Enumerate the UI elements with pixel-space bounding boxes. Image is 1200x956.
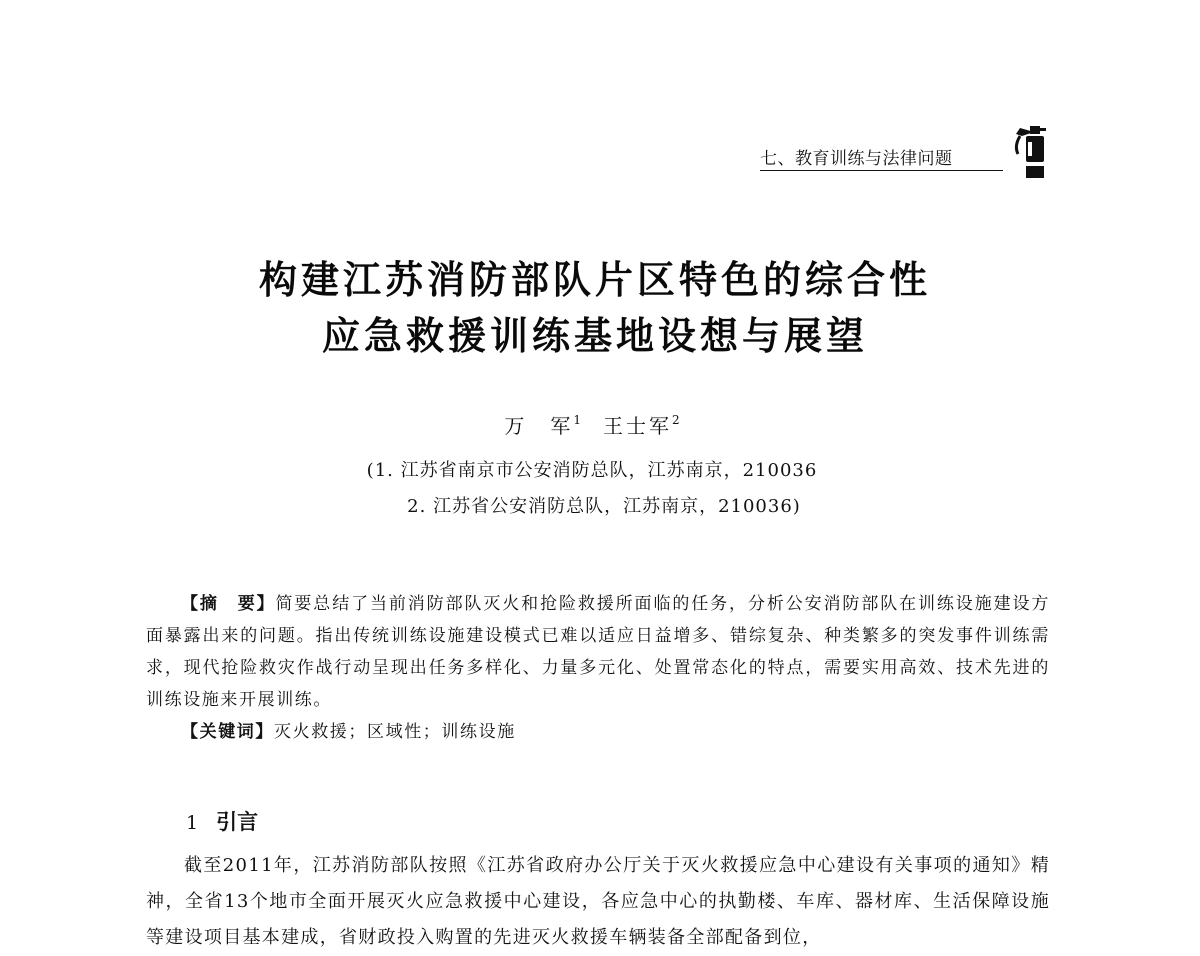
- title-line-1: 构建江苏消防部队片区特色的综合性: [258, 258, 931, 302]
- abstract-paragraph: [146, 588, 1050, 716]
- keywords-text: 灭火救援；区域性；训练设施: [274, 722, 516, 742]
- body-paragraph: 截至2011年，江苏消防部队按照《江苏省政府办公厅关于灭火救援应急中心建设有关事项的通知》精神，全省13个地市全面开展灭火应急救援中心建设，各应急中心的执勤楼、车库、器材库、生活保障设施等建设项目基本建成，省财政投入购置的先进灭火救援车辆装备全部配备到位，: [146, 855, 1050, 948]
- author-1-mark: 1: [573, 413, 581, 427]
- keywords-paragraph: [146, 716, 1050, 748]
- affiliation-1: (1. 江苏省南京市公安消防总队，江苏南京，210036: [366, 460, 818, 481]
- body-text: [146, 848, 1050, 956]
- running-header: 七、教育训练与法律问题: [760, 144, 1003, 171]
- authors: [0, 410, 1192, 439]
- fire-extinguisher-icon: [1012, 124, 1048, 180]
- paper-title: [0, 252, 1200, 364]
- abstract-section: [146, 588, 1050, 748]
- author-1-name: 万 军: [504, 414, 574, 438]
- section-number: 1: [186, 812, 199, 834]
- keywords-label: 【关键词】: [181, 722, 274, 742]
- affiliation-2: 2. 江苏省公安消防总队，江苏南京，210036): [407, 496, 801, 517]
- author-2-mark: 2: [672, 413, 680, 427]
- title-line-2: 应急救援训练基地设想与展望: [321, 314, 868, 358]
- section-title: 引言: [216, 810, 259, 834]
- section-heading: [186, 806, 258, 836]
- author-2-name: 王士军: [603, 414, 672, 438]
- abstract-label: 【摘 要】: [181, 594, 276, 614]
- abstract-text: 简要总结了当前消防部队灭火和抢险救援所面临的任务，分析公安消防部队在训练设施建设方面暴露出来的问题。指出传统训练设施建设模式已难以适应日益增多、错综复杂、种类繁多的突发事件训练需求，现代抢险救灾作战行动呈现出任务多样化、力量多元化、处置常态化的特点，需要实用高效、技术先进的训练设施来开展训练。: [146, 594, 1051, 710]
